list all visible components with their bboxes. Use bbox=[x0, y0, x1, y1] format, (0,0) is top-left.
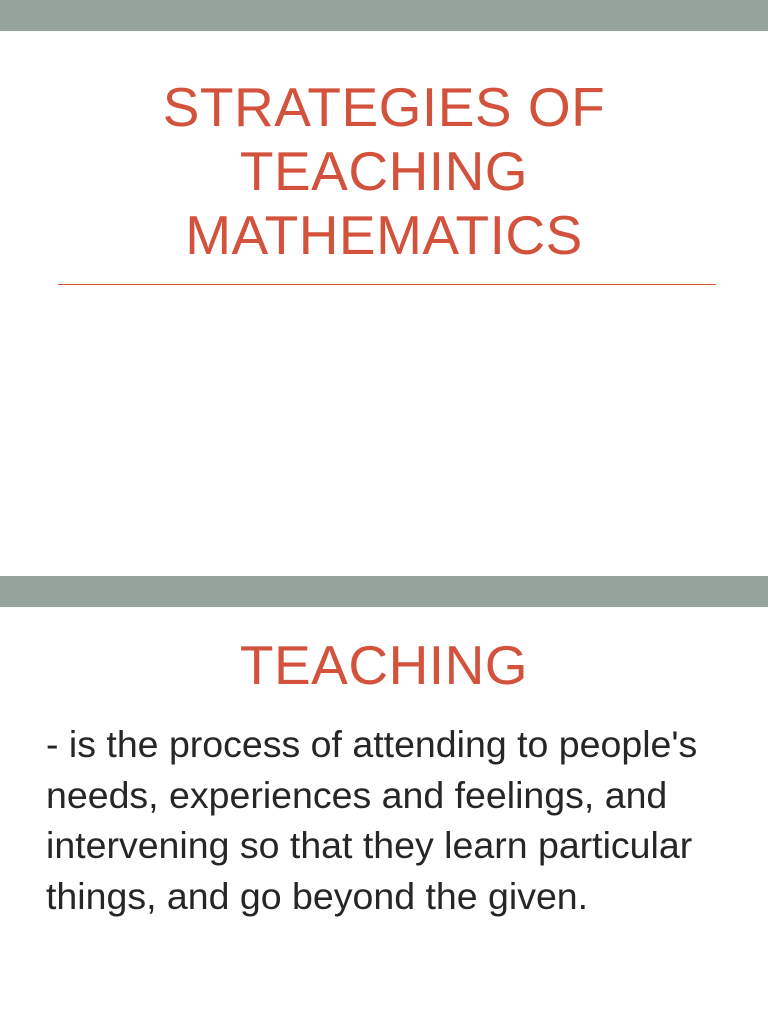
slide-header-bar bbox=[0, 576, 768, 607]
slide-heading: TEACHING bbox=[239, 634, 529, 696]
content-slide bbox=[0, 607, 768, 1024]
slide-title: STRATEGIES OF TEACHING MATHEMATICS bbox=[162, 76, 606, 266]
title-divider bbox=[58, 284, 716, 285]
title-slide bbox=[0, 31, 768, 576]
slide-body-text: - is the process of attending to people's needs, experiences and feelings, and intervening so that they learn particular things, and go beyond the given. bbox=[46, 723, 698, 917]
slide-header-bar bbox=[0, 0, 768, 31]
